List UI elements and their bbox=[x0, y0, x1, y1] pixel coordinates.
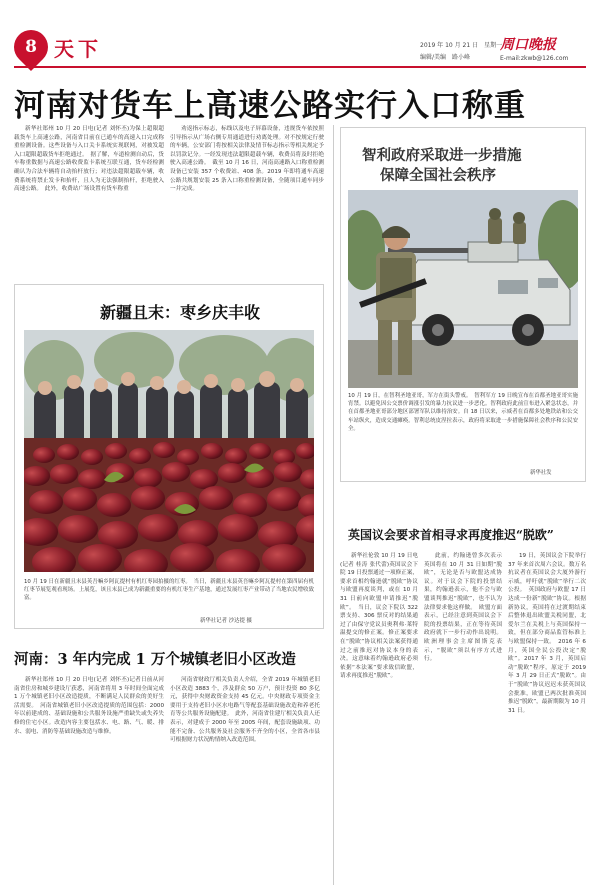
section-name: 天下 bbox=[54, 37, 102, 61]
brexit-text-1: 新华社伦敦 10 月 19 日电(记者 桂涛 张代蕾)英国议会下院 19 日投票通过一项修正案，要求首相约翰逊就“脱欧”协议与欧盟再度谈判，或在 10 月 31 日前向欧盟申请推迟“脱欧”。 当日，议会下院以 322 票支持、306 票反对的结果通过了由保守党议员奥利弗·莱特温提交的修正案。修正案要求在“脱欧”协议相关法案获得通过之前推迟对协议本身的表决。这意味着约翰逊政府必须依据“本法案”要求致信欧盟，请求再度推迟“脱欧”。 bbox=[340, 553, 418, 680]
renovation-text-1: 新华社郑州 10 月 20 日电(记者 刘怀丕)记者日前从河南省住房和城乡建设厅获悉，河南省将用 3 年时间全面完成 1 万个城镇老旧小区改造提质，不断满足人民群众的美好生活需要。 河南省城镇老旧小区改造提质的范围包括：2000 年以前建成的、基础设施和公共服务设施严重缺失或失养失修的住宅小区。改造内容主要包括水、电、路、气、暖、排水、弱电、消防等基础设施改造与维修。 bbox=[14, 677, 164, 735]
chile-photo-image bbox=[348, 190, 578, 388]
editor-email: E-mail:zkwb@126.com bbox=[500, 55, 569, 62]
chile-caption: 10 月 19 日，在智利圣地亚哥，军方在街头警戒。 智利军方 19 日晚宣布在首都圣地亚哥实施宵禁。以避免因公交票价调涨引发的暴力抗议进一步恶化。智利政府此前宣布进入紧急状态，并在首都圣地亚哥部分地区部署军队以维持治安。自 18 日以来，示威者在首都多处地铁站和公交车站纵火，造成交通瘫痪。智利总统皮涅拉表示，政府将采取进一步措施保障社会秩序和公民安全。 bbox=[348, 393, 578, 432]
jujube-harvest-photo bbox=[24, 330, 314, 572]
page-number: 8 bbox=[25, 37, 37, 57]
main-story-text-1: 新华社郑州 10 月 20 日电(记者 刘怀丕)为保上超限超载货车上高速公路，河南省目前在已通车的高速入口完成称重检测设备。这些设备与入口关卡系统实现联网，对被发超入口超限超载货车拒绝通过。 据了解，车道检测自动后，货车称重数据与高速公路收费监卡系统互联互通，货车经检测确认为合法车辆将自动抬杆放行；对违法超限超载车辆，收费系统将禁止发卡和抬杆，且人为无法强制抬杆，拒绝驶入高速公路。 此外，收费站广场设置有货车称重 bbox=[14, 126, 164, 193]
brexit-text-2: 此前，约翰逊曾多次表示英国将在 10 月 31 日如期“脱欧”，无论是否与欧盟达成协议。对于议会下院的投票结果，约翰逊表示，他不会与欧盟谈判推迟“脱欧”，也不认为法律要求他这样做。 欧盟方面表示，已经注意到英国议会下院的投票结果，正在等待英国政府就下一步行动作出说明。欧洲理事会主席图斯克表示，“脱欧”须以有序方式进行。 bbox=[424, 553, 502, 663]
editor-credit: 编辑/美编 路小峰 bbox=[420, 54, 471, 61]
chile-title-line-1: 智利政府采取进一步措施 bbox=[362, 147, 522, 164]
chile-title-line-2: 保障全国社会秩序 bbox=[380, 167, 496, 184]
page-header bbox=[0, 0, 600, 66]
renovation-column-2 bbox=[170, 676, 320, 881]
xinjiang-title: 新疆且末：枣乡庆丰收 bbox=[100, 303, 261, 322]
brexit-headline: 英国议会要求首相寻求再度推迟“脱欧” bbox=[348, 528, 554, 542]
main-story-column-1 bbox=[14, 125, 164, 253]
chile-soldier-photo bbox=[348, 190, 578, 388]
main-headline: 河南对货车上高速公路实行入口称重 bbox=[14, 88, 526, 124]
main-story-column-2 bbox=[170, 125, 324, 253]
renovation-column-1 bbox=[14, 676, 164, 881]
brexit-text-3: 19 日，英国议会下院举行 37 年来首次周六会议。数万名抗议者在英国议会大厦外游行示威，呼吁就“脱欧”举行二次公投。 英国政府与欧盟 17 日达成一份新“脱欧”协议。根据新协议，英国将在过渡期结束后整体退出欧盟关税同盟，北爱尔兰在关税上与英国保持一致，但在部分商品监管标准上与欧盟保持一致。 2016 年 6 月，英国全民公投决定“脱欧”。2017 年 3 月，英国启动“脱欧”程序，原定于 2019 年 3 月 29 日正式“脱欧”。由于“脱欧”协议迟迟未获英国议会批准，欧盟已两次批准英国推迟“脱欧”，最新期限为 10 月 31 日。 bbox=[508, 553, 586, 714]
renovation-text-2: 河南省财政厅相关负责人介绍，全省 2019 年城镇老旧小区改造 3883 个，涉及群众 50 万户，预计投资 80 多亿元，获得中央财政资金支持 45 亿元。中央财政专项资金主要用于支持老旧小区水电路气等配套基础设施改造和养老托育等公共服务设施配建。 此外，河南省住建厅相关负责人还表示，对建成于 2000 年至 2005 年间，配套设施缺项、功能不完备、公共服务及社会服务不齐全的小区，全省各市县可根据财力状况酌情纳入改造范围。 bbox=[170, 677, 320, 744]
main-story-text-2: 劝返指示标志，标线以及电子屏幕设备，违规货车依按照引导指示从广场右侧专用通道进行劝离处理。对不按规定行驶的车辆，公安部门将按相关法律及情节标志指示等相关规定予以罚款记分。一经发现违法超限超载车辆，收费员将及时拒绝驶入高速公路。 截至 10 月 16 日，河南高速路入口称重检测设备已安装 357 个收费站、408 条。2019 年即将通车高速公路共规划安装 25 条入口称重检测设备，全随项目通车同步一并完成。 bbox=[170, 126, 324, 193]
xinjiang-photo-credit: 新华社记者 沙达提 摄 bbox=[200, 618, 252, 624]
brexit-column-2 bbox=[424, 552, 502, 882]
xinjiang-caption: 10 月 19 日在新疆且末县英吾嘛乡阿瓦提村有机红枣园拍摄的红枣。 当日，新疆且末县英吾嘛乡阿瓦提村在第四届有机红枣节展览观看现场。上展览，该且末县已成为新疆重要的有机红枣生产基地，通过发展红枣产业带动了当地农民增收致富。 bbox=[24, 579, 314, 602]
header-rule bbox=[14, 66, 586, 68]
column-divider bbox=[333, 125, 334, 885]
issue-date: 2019 年 10 月 21 日 星期一 bbox=[420, 42, 503, 49]
chile-photo-credit: 新华社发 bbox=[530, 470, 552, 476]
jujube-photo-image bbox=[24, 330, 314, 572]
newspaper-logo: 周口晚报 bbox=[500, 37, 556, 53]
brexit-column-3 bbox=[508, 552, 586, 882]
renovation-headline: 河南：3 年内完成 1 万个城镇老旧小区改造 bbox=[14, 651, 296, 668]
brexit-column-1 bbox=[340, 552, 418, 882]
